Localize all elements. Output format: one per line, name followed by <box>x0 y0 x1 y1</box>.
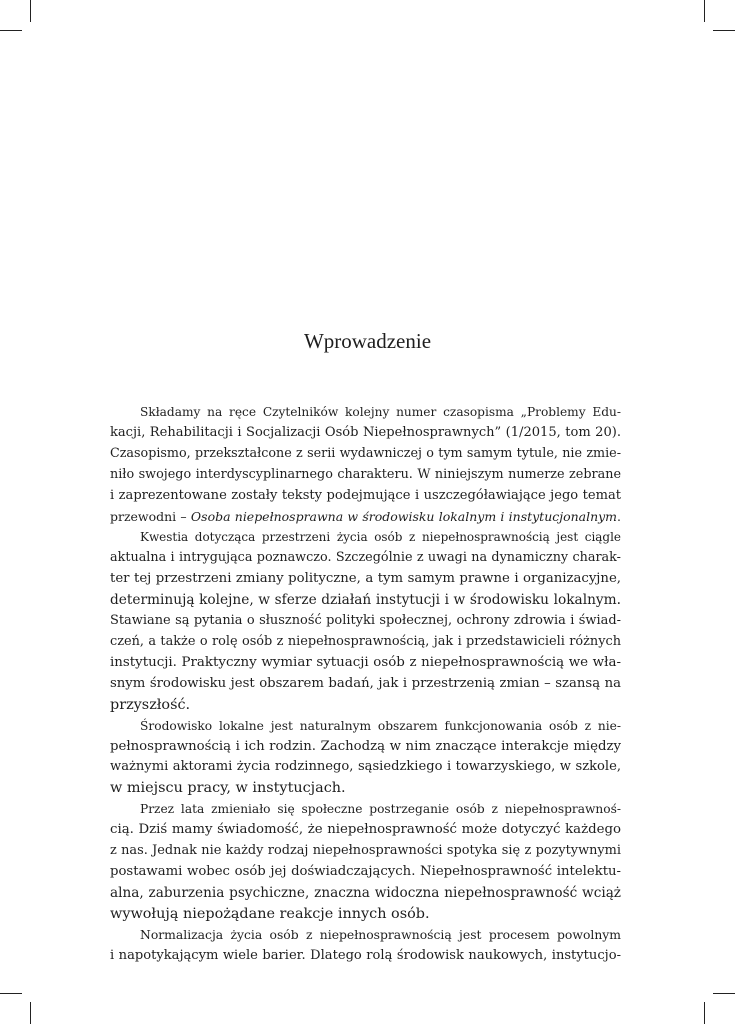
text-line: Normalizacja życia osób z niepełnosprawnością jest procesem powolnym <box>140 927 621 942</box>
text-line: i napotykającym wiele barier. Dlatego rolą środowisk naukowych, instytucjo- <box>110 947 621 963</box>
crop-mark <box>30 1002 31 1024</box>
text-fragment: . <box>617 508 621 524</box>
text-line: aktualna i intrygująca poznawczo. Szczególnie z uwagi na dynamiczny charak- <box>110 550 621 566</box>
crop-mark <box>704 0 705 22</box>
paragraph <box>110 716 621 800</box>
page-title: Wprowadzenie <box>303 329 432 353</box>
crop-mark <box>0 993 22 994</box>
text-line: przyszłość. <box>110 696 191 713</box>
text-line: Stawiane są pytania o słuszność polityki społecznej, ochrony zdrowia i świad- <box>110 613 621 629</box>
text-line: snym środowisku jest obszarem badań, jak i przestrzenią zmian – szansą na <box>110 675 621 691</box>
text-line: instytucji. Praktyczny wymiar sytuacji osób z niepełnosprawnością we wła- <box>110 654 621 670</box>
crop-mark <box>713 993 735 994</box>
text-line: Przez lata zmieniało się społeczne postrzeganie osób z niepełnosprawnoś- <box>140 802 621 817</box>
crop-mark <box>0 30 22 31</box>
text-line: z nas. Jednak nie każdy rodzaj niepełnosprawności spotyka się z pozytywnymi <box>110 843 621 859</box>
text-line: postawami wobec osób jej doświadczających. Niepełnosprawność intelektu- <box>110 863 621 879</box>
text-line: alna, zaburzenia psychiczne, znaczna widoczna niepełnosprawność wciąż <box>110 884 621 901</box>
text-line: Środowisko lokalne jest naturalnym obszarem funkcjonowania osób z nie- <box>140 718 621 733</box>
text-line: ter tej przestrzeni zmiany polityczne, a tym samym prawne i organizacyjne, <box>110 571 621 587</box>
text-line: w miejscu pracy, w instytucjach. <box>110 780 346 797</box>
text-line: kacji, Rehabilitacji i Socjalizacji Osób Niepełnosprawnych” (1/2015, tom 20). <box>110 424 621 440</box>
paragraph <box>110 799 621 924</box>
text-line: niło swojego interdyscyplinarnego charakteru. W niniejszym numerze zebrane <box>110 466 621 482</box>
text-line: ważnymi aktorami życia rodzinnego, sąsiedzkiego i towarzyskiego, w szkole, <box>110 759 621 775</box>
text-line: wywołują niepożądane reakcje innych osób. <box>110 905 430 922</box>
text-line: cią. Dziś mamy świadomość, że niepełnosprawność może dotyczyć każdego <box>110 822 621 838</box>
text-line: Składamy na ręce Czytelników kolejny numer czasopisma „Problemy Edu- <box>140 405 621 419</box>
paragraph <box>110 925 621 967</box>
paragraph <box>110 527 621 715</box>
crop-mark <box>30 0 31 22</box>
text-line: czeń, a także o rolę osób z niepełnosprawnością, jak i przedstawicieli różnych <box>110 633 621 649</box>
text-line: pełnosprawnością i ich rodzin. Zachodzą w nim znaczące interakcje między <box>110 738 621 754</box>
crop-mark <box>713 30 735 31</box>
text-line: Kwestia dotycząca przestrzeni życia osób z niepełnosprawnością jest ciągle <box>140 530 621 545</box>
text-line: determinują kolejne, w sferze działań instytucji i w środowisku lokalnym. <box>110 592 621 609</box>
text-fragment: przewodni – <box>110 508 191 524</box>
italic-topic: Osoba niepełnosprawna w środowisku lokalnym i instytucjonalnym <box>190 508 618 524</box>
body-text <box>110 402 621 966</box>
text-line <box>110 507 621 528</box>
paragraph <box>110 402 621 527</box>
text-line: i zaprezentowane zostały teksty podejmujące i uszczegóławiające jego temat <box>110 487 621 503</box>
text-line: Czasopismo, przekształcone z serii wydawniczej o tym samym tytule, nie zmie- <box>110 445 621 461</box>
crop-mark <box>704 1002 705 1024</box>
